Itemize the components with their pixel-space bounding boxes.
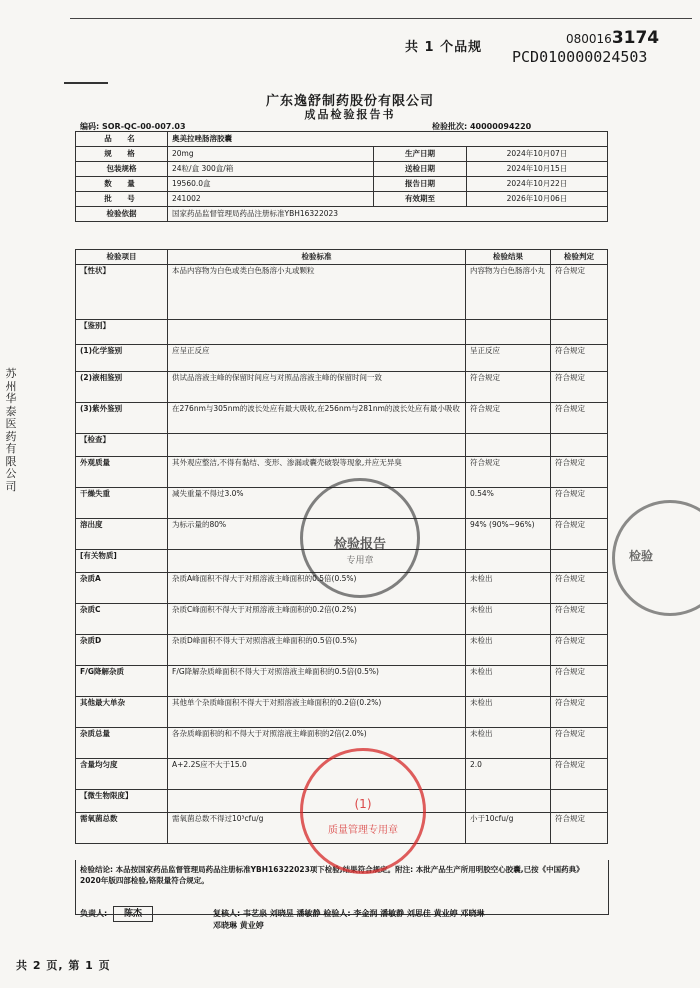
expiry-label: 有效期至	[374, 192, 467, 207]
row-result: 符合规定	[466, 403, 551, 434]
row-item: 杂质A	[76, 573, 168, 604]
top-rule	[70, 18, 692, 19]
row-result: 未检出	[466, 604, 551, 635]
spec-label: 规 格	[76, 147, 168, 162]
row-verdict: 符合规定	[551, 604, 608, 635]
header-result: 检验结果	[466, 250, 551, 265]
row-item: (3)紫外鉴别	[76, 403, 168, 434]
row-standard: 杂质D峰面积不得大于对照溶液主峰面积的0.5倍(0.5%)	[168, 635, 466, 666]
row-result: 呈正反应	[466, 345, 551, 372]
inspection-report-seal	[300, 478, 420, 598]
row-standard: 杂质C峰面积不得大于对照溶液主峰面积的0.2倍(0.2%)	[168, 604, 466, 635]
row-item: 含量均匀度	[76, 759, 168, 790]
pcd-number: PCD010000024503	[512, 48, 648, 66]
row-item: 杂质C	[76, 604, 168, 635]
row-result: 符合规定	[466, 372, 551, 403]
row-item: 杂质D	[76, 635, 168, 666]
row-verdict: 符合规定	[551, 635, 608, 666]
row-result	[466, 550, 551, 573]
table-row	[76, 265, 608, 320]
report-date-label: 报告日期	[374, 177, 467, 192]
row-standard: 其他单个杂质峰面积不得大于对照溶液主峰面积的0.2倍(0.2%)	[168, 697, 466, 728]
seal2-sub: 质量管理专用章	[328, 825, 398, 836]
pack-label: 包装规格	[76, 162, 168, 177]
row-standard: 杂质A峰面积不得大于对照溶液主峰面积的0.5倍(0.5%)	[168, 573, 466, 604]
basis-label: 检验依据	[76, 207, 168, 222]
row-item: 【鉴别】	[76, 320, 168, 345]
table-row	[76, 372, 608, 403]
reviewers-line-2: 邓晓琳 黄业婷	[213, 921, 264, 930]
row-item: 【性状】	[76, 265, 168, 320]
row-item: 其他最大单杂	[76, 697, 168, 728]
row-verdict: 符合规定	[551, 403, 608, 434]
lot-label: 批 号	[76, 192, 168, 207]
document-title: 成品检验报告书	[304, 108, 396, 121]
row-standard: 供试品溶液主峰的保留时间应与对照品溶液主峰的保留时间一致	[168, 372, 466, 403]
side-company-text: 苏州华泰医药有限公司	[5, 367, 17, 493]
page-footer: 共 2 页, 第 1 页	[16, 959, 111, 972]
company-name: 广东逸舒制药股份有限公司	[265, 94, 434, 109]
row-verdict: 符合规定	[551, 759, 608, 790]
row-verdict: 符合规定	[551, 265, 608, 320]
quality-management-seal	[300, 748, 426, 874]
row-standard: 其外观应整洁,不得有黏结、变形、渗漏或囊壳破裂等现象,并应无异臭	[168, 457, 466, 488]
row-item: 干燥失重	[76, 488, 168, 519]
row-result: 94% (90%~96%)	[466, 519, 551, 550]
document-number	[566, 28, 659, 48]
conclusion: 检验结论: 本品按国家药品监督管理局药品注册标准YBH16322023项下检验,结果符合规定。附注: 本批产品生产所用明胶空心胶囊,已按《中国药典》2020年版四部检验,铬限量符合规定。	[75, 860, 609, 915]
table-row	[76, 434, 608, 457]
row-item: 杂质总量	[76, 728, 168, 759]
row-result: 未检出	[466, 635, 551, 666]
expiry-value: 2026年10月06日	[467, 192, 608, 207]
product-count: 共 1 个品规	[405, 40, 483, 55]
table-row	[76, 320, 608, 345]
row-standard	[168, 320, 466, 345]
row-result: 小于10cfu/g	[466, 813, 551, 844]
document-code: 编码: SOR-QC-00-007.03	[80, 122, 186, 131]
row-standard: F/G降解杂质峰面积不得大于对照溶液主峰面积的0.5倍(0.5%)	[168, 666, 466, 697]
inspection-batch: 检验批次: 40000094220	[432, 122, 532, 131]
row-verdict: 符合规定	[551, 345, 608, 372]
qty-value: 19560.0盒	[168, 177, 374, 192]
name-value: 奥美拉唑肠溶胶囊	[168, 132, 608, 147]
row-result: 符合规定	[466, 457, 551, 488]
row-item: 【检查】	[76, 434, 168, 457]
row-verdict	[551, 550, 608, 573]
row-verdict: 符合规定	[551, 488, 608, 519]
row-result: 内容物为白色肠溶小丸	[466, 265, 551, 320]
row-standard: 本品内容物为白色或类白色肠溶小丸或颗粒	[168, 265, 466, 320]
row-verdict: 符合规定	[551, 813, 608, 844]
row-result: 未检出	[466, 728, 551, 759]
report-date-value: 2024年10月22日	[467, 177, 608, 192]
row-item: 【微生物限度】	[76, 790, 168, 813]
product-info-table	[75, 131, 608, 222]
row-standard: 需氧菌总数不得过10³cfu/g	[168, 813, 466, 844]
header-item: 检验项目	[76, 250, 168, 265]
row-verdict: 符合规定	[551, 519, 608, 550]
row-verdict: 符合规定	[551, 728, 608, 759]
spec-value: 20mg	[168, 147, 374, 162]
submit-date-value: 2024年10月15日	[467, 162, 608, 177]
name-label: 品 名	[76, 132, 168, 147]
row-result	[466, 790, 551, 813]
table-row	[76, 604, 608, 635]
edge-seal	[612, 500, 700, 616]
qty-label: 数 量	[76, 177, 168, 192]
row-verdict	[551, 320, 608, 345]
pack-value: 24粒/盒 300盒/箱	[168, 162, 374, 177]
row-item: 外观质量	[76, 457, 168, 488]
row-standard: 在276nm与305nm的波长处应有最大吸收,在256nm与281nm的波长处应有最小吸收	[168, 403, 466, 434]
submit-date-label: 送检日期	[374, 162, 467, 177]
seal2-main: (1)	[354, 797, 372, 811]
row-verdict	[551, 790, 608, 813]
row-result: 0.54%	[466, 488, 551, 519]
prod-date-label: 生产日期	[374, 147, 467, 162]
row-standard: 减失重量不得过3.0%	[168, 488, 466, 519]
row-standard	[168, 434, 466, 457]
table-row	[76, 403, 608, 434]
row-item: F/G降解杂质	[76, 666, 168, 697]
seal1-sub: 专用章	[346, 556, 374, 566]
lot-value: 241002	[168, 192, 374, 207]
row-verdict: 符合规定	[551, 666, 608, 697]
row-item: (2)液相鉴别	[76, 372, 168, 403]
document-number-bold: 3174	[611, 28, 660, 48]
row-result: 2.0	[466, 759, 551, 790]
lead-signature: 陈杰	[113, 906, 153, 922]
basis-value: 国家药品监督管理局药品注册标准YBH16322023	[168, 207, 608, 222]
table-row	[76, 345, 608, 372]
row-standard: 应呈正反应	[168, 345, 466, 372]
row-standard: 各杂质峰面积的和不得大于对照溶液主峰面积的2倍(2.0%)	[168, 728, 466, 759]
row-result: 未检出	[466, 666, 551, 697]
lead-label: 负责人:	[80, 909, 108, 918]
row-item: [有关物质]	[76, 550, 168, 573]
row-result	[466, 434, 551, 457]
row-verdict: 符合规定	[551, 573, 608, 604]
handwritten-dash	[64, 82, 108, 84]
row-item: 溶出度	[76, 519, 168, 550]
header-verdict: 检验判定	[551, 250, 608, 265]
row-verdict	[551, 434, 608, 457]
document-number-prefix: 080016	[566, 32, 612, 46]
table-row	[76, 666, 608, 697]
row-verdict: 符合规定	[551, 697, 608, 728]
row-verdict: 符合规定	[551, 372, 608, 403]
row-item: 需氧菌总数	[76, 813, 168, 844]
row-result: 未检出	[466, 573, 551, 604]
seal1-main: 检验报告	[333, 537, 386, 552]
row-item: (1)化学鉴别	[76, 345, 168, 372]
table-row	[76, 697, 608, 728]
row-result: 未检出	[466, 697, 551, 728]
reviewers-line-1: 复核人: 韦艺泉 刘晓昱 潘敏静 检验人: 李金润 潘敏静 刘思佳 黄业婷 邓晓琳	[213, 909, 485, 918]
prod-date-value: 2024年10月07日	[467, 147, 608, 162]
row-verdict: 符合规定	[551, 457, 608, 488]
row-standard: 为标示量的80%	[168, 519, 466, 550]
row-standard: A+2.2S应不大于15.0	[168, 759, 466, 790]
table-row	[76, 635, 608, 666]
header-standard: 检验标准	[168, 250, 466, 265]
row-result	[466, 320, 551, 345]
seal3-main: 检验	[629, 549, 654, 563]
